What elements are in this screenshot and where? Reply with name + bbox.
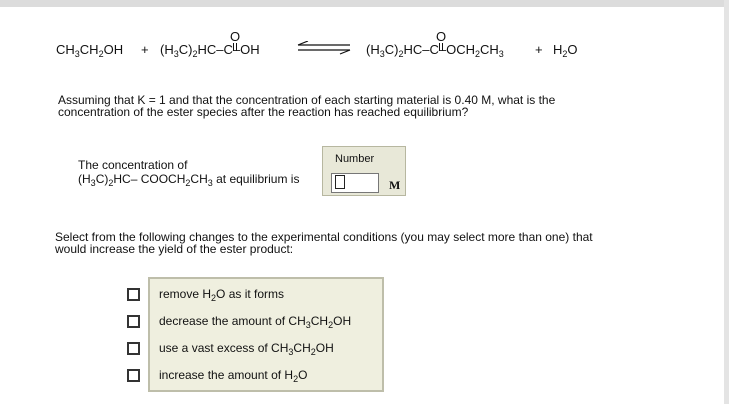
reactant-ethanol: $CH_3CH_2OH$ [56, 42, 124, 59]
plus-sign: + [141, 42, 149, 57]
answer-panel [322, 146, 406, 196]
option-checkbox-excess-ethanol[interactable] [127, 342, 140, 355]
option-label-excess-ethanol: use a vast excess of $CH_3CH_2OH$ [159, 341, 334, 357]
option-label-decrease-ethanol: decrease the amount of $CH_3CH_2OH$ [159, 314, 352, 330]
question-text: Assuming that K = 1 and that the concentration of each starting material is 0.40 M, what is the concentration of the ester species after the reaction has reached equilibrium? [58, 93, 556, 119]
option-checkbox-decrease-ethanol[interactable] [127, 315, 140, 328]
unit-label: M [389, 178, 401, 192]
carbonyl-group-ester: O [434, 30, 448, 51]
select-prompt: Select from the following changes to the experimental conditions (you may select more than one) that would increase the yield of the ester product: [55, 230, 593, 256]
product-ester: $(H_3C)_2HC-C-OCH_2CH_3$ [366, 42, 504, 59]
carbonyl-group-acid: O [228, 30, 242, 51]
option-checkbox-increase-water[interactable] [127, 369, 140, 382]
option-checkbox-remove-water[interactable] [127, 288, 140, 301]
plus-sign-2: + [535, 42, 543, 57]
equilibrium-arrows [296, 41, 352, 55]
top-border [0, 0, 729, 7]
reaction-equation [0, 30, 729, 70]
option-label-remove-water: remove $H_2O$ as it forms [159, 287, 285, 303]
answer-prompt: The concentration of $(H_3C)_2HC-$ $COOCH_2CH_3$ at equilibrium is [78, 158, 300, 188]
reactant-acid: $(H_3C)_2HC-C-OH$ [160, 42, 260, 59]
option-label-increase-water: increase the amount of $H_2O$ [159, 368, 308, 384]
number-label: Number [335, 153, 375, 165]
product-water: $H_2O$ [553, 42, 578, 59]
input-cursor-icon [335, 175, 345, 189]
